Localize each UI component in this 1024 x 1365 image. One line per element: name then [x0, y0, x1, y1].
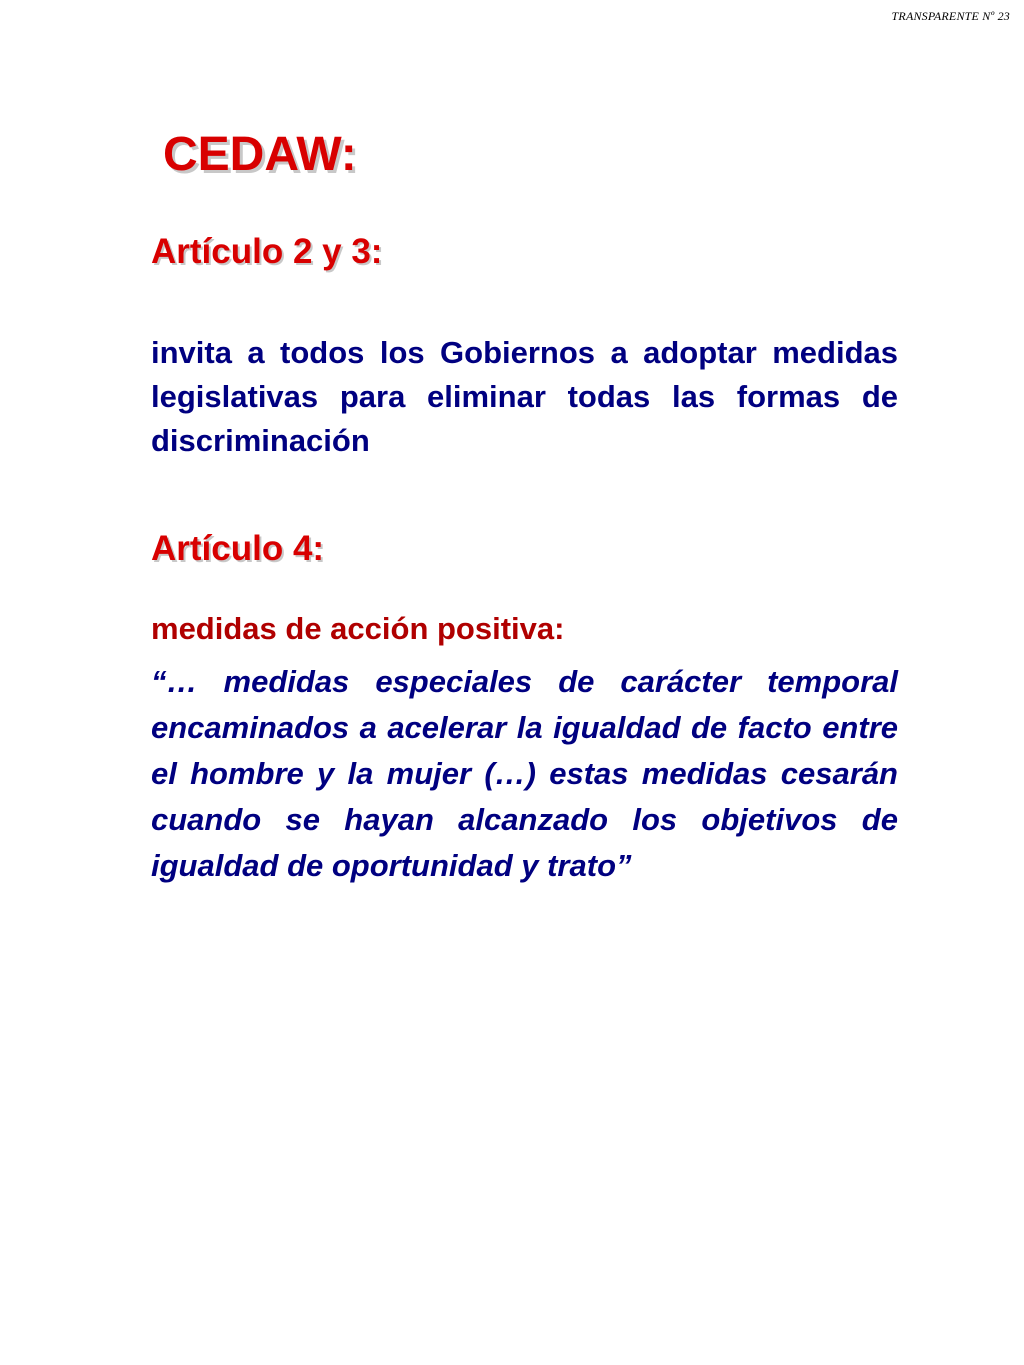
section-body-articulo-2-3: invita a todos los Gobiernos a adoptar medidas legislativas para eliminar todas las formas de discriminación: [151, 335, 898, 458]
slide-number: TRANSPARENTE Nº 23: [891, 9, 1010, 23]
section-heading-articulo-4: Artículo 4:: [151, 529, 325, 568]
page-title: CEDAW:: [163, 128, 357, 181]
section-quote-articulo-4: “… medidas especiales de carácter temporal encaminados a acelerar la igualdad de facto entre el hombre y la mujer (…) estas medidas cesarán cuando se hayan alcanzado los objetivos de igualdad de oportunidad y trato”: [151, 664, 898, 883]
slide-content: [151, 226, 898, 889]
section-subheading-accion-positiva: medidas de acción positiva:: [151, 611, 565, 646]
section-heading-articulo-2-3: Artículo 2 y 3:: [151, 232, 383, 271]
